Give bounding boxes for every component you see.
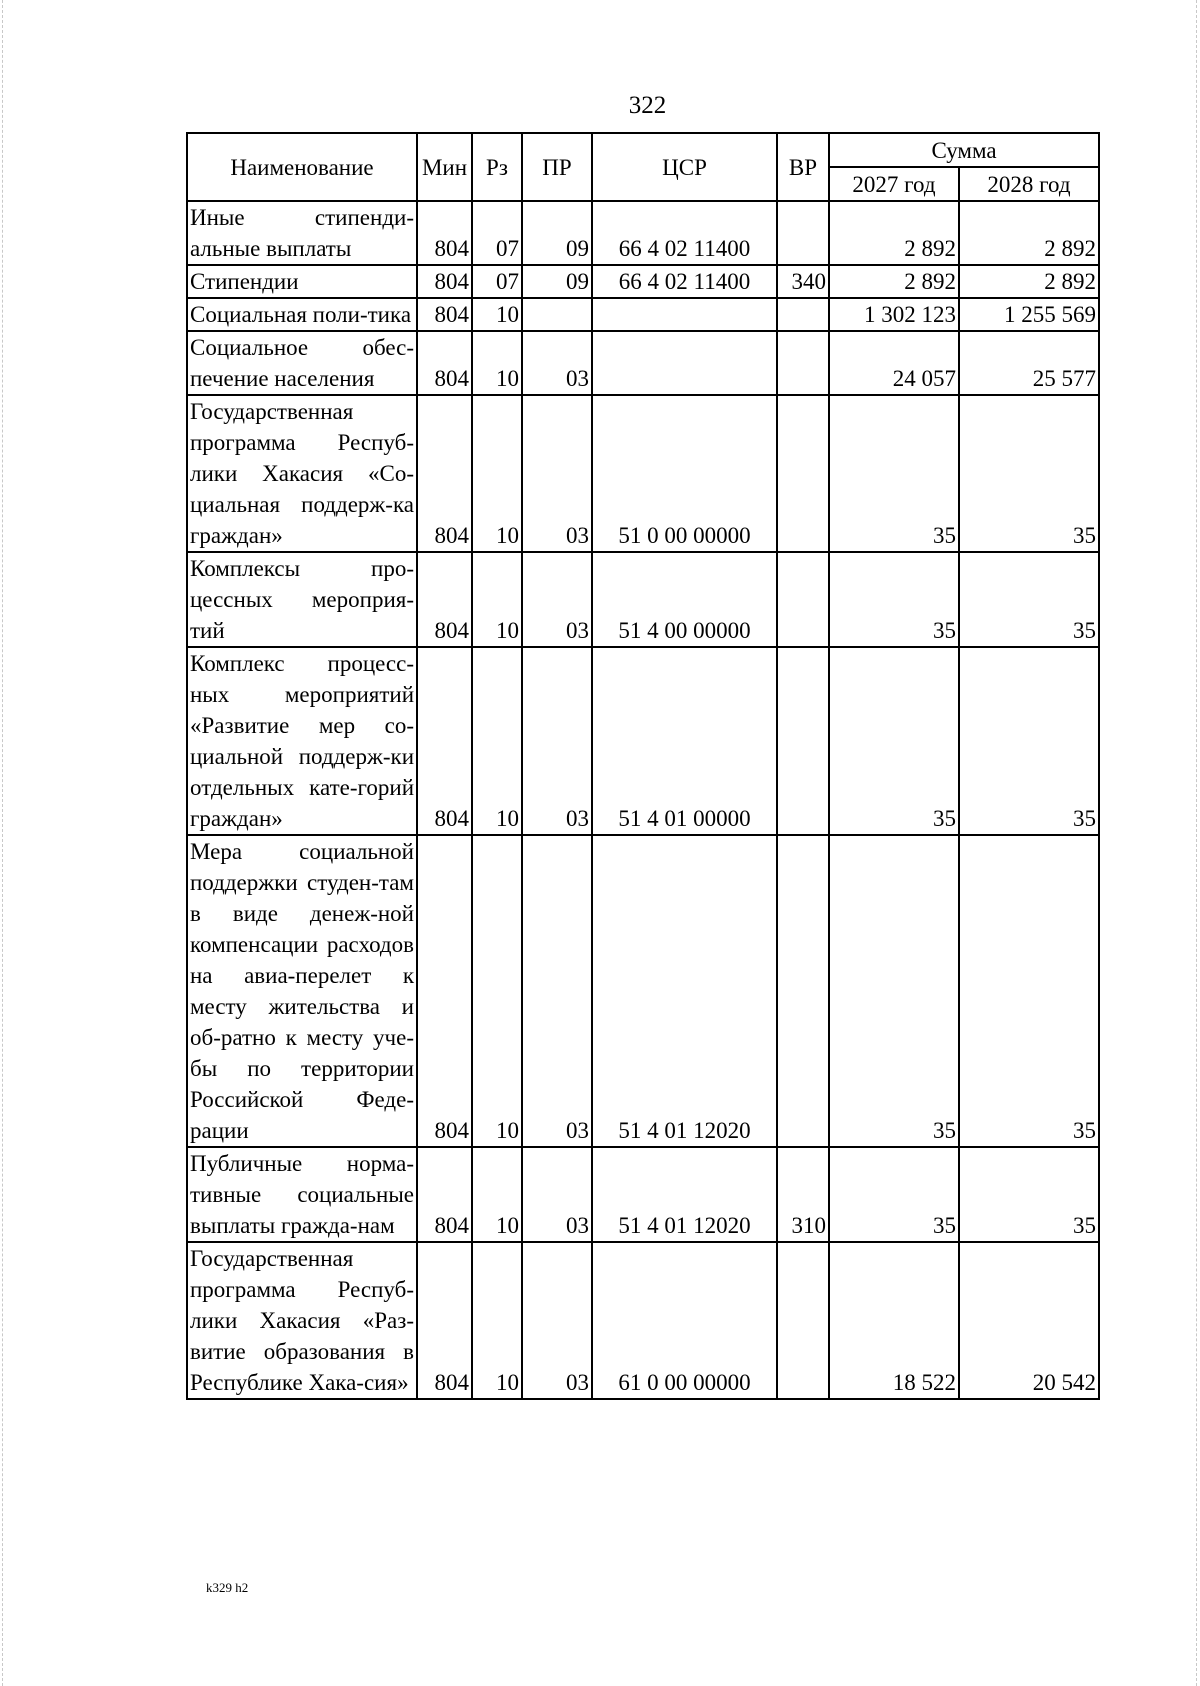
- cell-pr: 03: [522, 1147, 592, 1242]
- scan-edge-right: [1196, 0, 1197, 1686]
- cell-csr: 66 4 02 11400: [592, 201, 777, 265]
- header-year-2028: 2028 год: [959, 167, 1099, 201]
- cell-pr: 09: [522, 201, 592, 265]
- cell-name: Стипендии: [187, 265, 417, 298]
- cell-vr: [777, 552, 829, 647]
- cell-csr: [592, 331, 777, 395]
- header-min: Мин: [417, 133, 472, 201]
- cell-csr: 51 0 00 00000: [592, 395, 777, 552]
- cell-vr: [777, 1242, 829, 1399]
- cell-name: Публичные норма-тивные социальные выплаты гражда-нам: [187, 1147, 417, 1242]
- cell-pr: 03: [522, 395, 592, 552]
- cell-sum-2028: 2 892: [959, 265, 1099, 298]
- cell-sum-2027: 1 302 123: [829, 298, 959, 331]
- cell-csr: 51 4 01 12020: [592, 1147, 777, 1242]
- cell-csr: 51 4 01 00000: [592, 647, 777, 835]
- cell-name: Социальная поли-тика: [187, 298, 417, 331]
- cell-rz: 10: [472, 552, 522, 647]
- scan-edge-left: [2, 0, 3, 1686]
- cell-sum-2028: 35: [959, 1147, 1099, 1242]
- cell-sum-2027: 35: [829, 552, 959, 647]
- cell-name: Комплексы про-цессных мероприя-тий: [187, 552, 417, 647]
- cell-sum-2028: 35: [959, 552, 1099, 647]
- page-number: 322: [628, 92, 667, 119]
- cell-pr: 03: [522, 1242, 592, 1399]
- header-name: Наименование: [187, 133, 417, 201]
- cell-pr: 03: [522, 647, 592, 835]
- cell-csr: [592, 298, 777, 331]
- cell-name: Государственная программа Респуб-лики Хакасия «Раз-витие образования в Республике Хака-сия»: [187, 1242, 417, 1399]
- table-row: [187, 265, 1099, 298]
- cell-vr: [777, 395, 829, 552]
- header-rz: Рз: [472, 133, 522, 201]
- cell-rz: 10: [472, 835, 522, 1147]
- cell-sum-2027: 35: [829, 835, 959, 1147]
- cell-name: Комплекс процесс-ных мероприятий «Развитие мер со-циальной поддерж-ки отдельных кате-горий граждан»: [187, 647, 417, 835]
- cell-min: 804: [417, 1242, 472, 1399]
- cell-sum-2028: 35: [959, 395, 1099, 552]
- cell-sum-2027: 35: [829, 647, 959, 835]
- cell-min: 804: [417, 1147, 472, 1242]
- cell-csr: 51 4 01 12020: [592, 835, 777, 1147]
- cell-name: Социальное обес-печение населения: [187, 331, 417, 395]
- cell-pr: 09: [522, 265, 592, 298]
- table-row: [187, 1242, 1099, 1399]
- cell-sum-2028: 2 892: [959, 201, 1099, 265]
- table-row: [187, 331, 1099, 395]
- table-body: [187, 201, 1099, 1399]
- table-row: [187, 395, 1099, 552]
- cell-min: 804: [417, 331, 472, 395]
- cell-vr: [777, 835, 829, 1147]
- cell-name: Государственная программа Респуб-лики Хакасия «Со-циальная поддерж-ка граждан»: [187, 395, 417, 552]
- cell-name: Иные стипенди-альные выплаты: [187, 201, 417, 265]
- cell-sum-2028: 20 542: [959, 1242, 1099, 1399]
- cell-min: 804: [417, 201, 472, 265]
- cell-vr: [777, 298, 829, 331]
- cell-pr: 03: [522, 331, 592, 395]
- cell-vr: [777, 201, 829, 265]
- cell-vr: [777, 331, 829, 395]
- cell-csr: 66 4 02 11400: [592, 265, 777, 298]
- cell-rz: 10: [472, 395, 522, 552]
- cell-sum-2027: 2 892: [829, 265, 959, 298]
- cell-sum-2027: 2 892: [829, 201, 959, 265]
- cell-min: 804: [417, 835, 472, 1147]
- cell-min: 804: [417, 265, 472, 298]
- table-row: [187, 201, 1099, 265]
- cell-pr: 03: [522, 835, 592, 1147]
- header-csr: ЦСР: [592, 133, 777, 201]
- budget-table: [186, 132, 1100, 1400]
- cell-vr: [777, 647, 829, 835]
- footer-code: k329 h2: [206, 1580, 249, 1595]
- table-row: [187, 647, 1099, 835]
- header-pr: ПР: [522, 133, 592, 201]
- cell-name: Мера социальной поддержки студен-там в виде денеж-ной компенсации расходов на авиа-перелет к месту жительства и об-ратно к месту уче-бы по территории Российской Феде-рации: [187, 835, 417, 1147]
- cell-rz: 10: [472, 1147, 522, 1242]
- cell-rz: 07: [472, 265, 522, 298]
- cell-min: 804: [417, 395, 472, 552]
- cell-csr: 51 4 00 00000: [592, 552, 777, 647]
- cell-sum-2028: 35: [959, 647, 1099, 835]
- cell-rz: 10: [472, 1242, 522, 1399]
- cell-pr: 03: [522, 552, 592, 647]
- cell-rz: 07: [472, 201, 522, 265]
- cell-csr: 61 0 00 00000: [592, 1242, 777, 1399]
- header-vr: ВР: [777, 133, 829, 201]
- cell-sum-2028: 35: [959, 835, 1099, 1147]
- header-year-2027: 2027 год: [829, 167, 959, 201]
- cell-sum-2027: 35: [829, 395, 959, 552]
- cell-vr: 340: [777, 265, 829, 298]
- cell-min: 804: [417, 647, 472, 835]
- cell-rz: 10: [472, 647, 522, 835]
- cell-min: 804: [417, 298, 472, 331]
- table-row: [187, 1147, 1099, 1242]
- cell-sum-2028: 1 255 569: [959, 298, 1099, 331]
- cell-sum-2027: 35: [829, 1147, 959, 1242]
- cell-sum-2027: 24 057: [829, 331, 959, 395]
- cell-sum-2027: 18 522: [829, 1242, 959, 1399]
- table-row: [187, 835, 1099, 1147]
- table-row: [187, 552, 1099, 647]
- cell-sum-2028: 25 577: [959, 331, 1099, 395]
- table-row: [187, 298, 1099, 331]
- cell-rz: 10: [472, 298, 522, 331]
- header-sum: Сумма: [829, 133, 1099, 167]
- cell-vr: 310: [777, 1147, 829, 1242]
- cell-rz: 10: [472, 331, 522, 395]
- cell-min: 804: [417, 552, 472, 647]
- cell-pr: [522, 298, 592, 331]
